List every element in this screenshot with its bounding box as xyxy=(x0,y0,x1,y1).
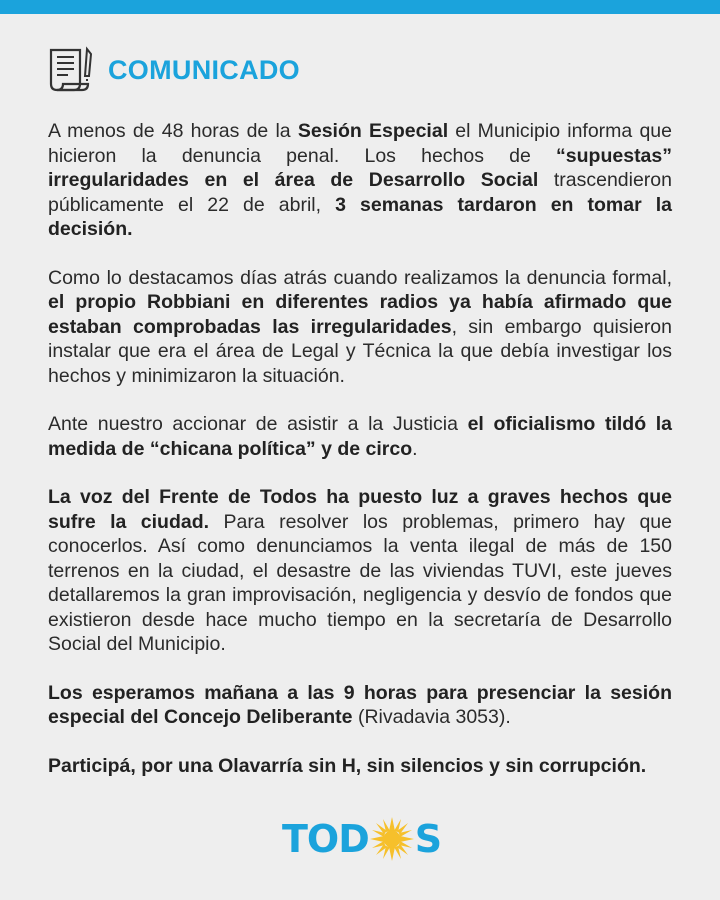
logo-text-right: S xyxy=(414,817,442,861)
text-run: A menos de 48 horas de la xyxy=(48,120,298,142)
text-run: (Rivadavia 3053). xyxy=(352,706,511,728)
text-run: Como lo destacamos días atrás cuando realizamos la denuncia formal, xyxy=(48,266,672,289)
sun-icon xyxy=(370,817,414,861)
bold-run: el oficialismo tildó la medida de “chicana política” y de circo xyxy=(48,413,673,460)
page-title: COMUNICADO xyxy=(108,54,300,85)
document-quill-icon xyxy=(48,46,94,94)
bold-run: “supuestas” irregularidades en el área de Desarrollo Social xyxy=(48,144,672,191)
paragraph-3 xyxy=(48,412,672,461)
paragraph-6 xyxy=(48,754,672,779)
text-run: trascendieron públicamente el 22 de abril, xyxy=(48,169,672,216)
text-run: . xyxy=(412,437,418,460)
todos-logo xyxy=(282,817,441,861)
text-run: , sin embargo quisieron instalar que era el área de Legal y Técnica la que debía investigar los hechos y minimizaron la situación. xyxy=(48,315,672,387)
paragraph-5 xyxy=(48,681,672,730)
bold-run: Los esperamos mañana a las 9 horas para presenciar la sesión especial del Concejo Deliberante xyxy=(48,681,672,728)
logo-text-left: TOD xyxy=(282,817,369,861)
text-run: Ante nuestro accionar de asistir a la Justicia xyxy=(48,413,468,435)
text-run: Para resolver los problemas, primero hay que conocerlos. Así como denunciamos la venta ilegal de más de 150 terrenos en la ciudad, el desastre de las viviendas TUVI, este jueves detallaremos la gran improvisación, negligencia y desvío de fondos que existieron desde hace mucho tiempo en la secretaría de Desarrollo Social del Municipio. xyxy=(48,510,672,655)
statement-body xyxy=(48,119,672,802)
bold-run: Sesión Especial xyxy=(297,120,449,142)
top-accent-bar xyxy=(0,0,720,14)
paragraph-2 xyxy=(48,266,672,389)
bold-run: La voz del Frente de Todos ha puesto luz a graves hechos que sufre la ciudad. xyxy=(48,486,672,533)
paragraph-1 xyxy=(48,119,672,242)
bold-run: el propio Robbiani en diferentes radios ya había afirmado que estaban comprobadas las irregularidades xyxy=(48,291,672,338)
bold-run: Participá, por una Olavarría sin H, sin silencios y sin corrupción. xyxy=(48,754,647,777)
text-run: el Municipio informa que hicieron la denuncia penal. Los hechos de xyxy=(48,120,672,167)
header xyxy=(48,46,300,94)
bold-run: 3 semanas tardaron en tomar la decisión. xyxy=(48,193,673,240)
paragraph-4 xyxy=(48,485,672,657)
